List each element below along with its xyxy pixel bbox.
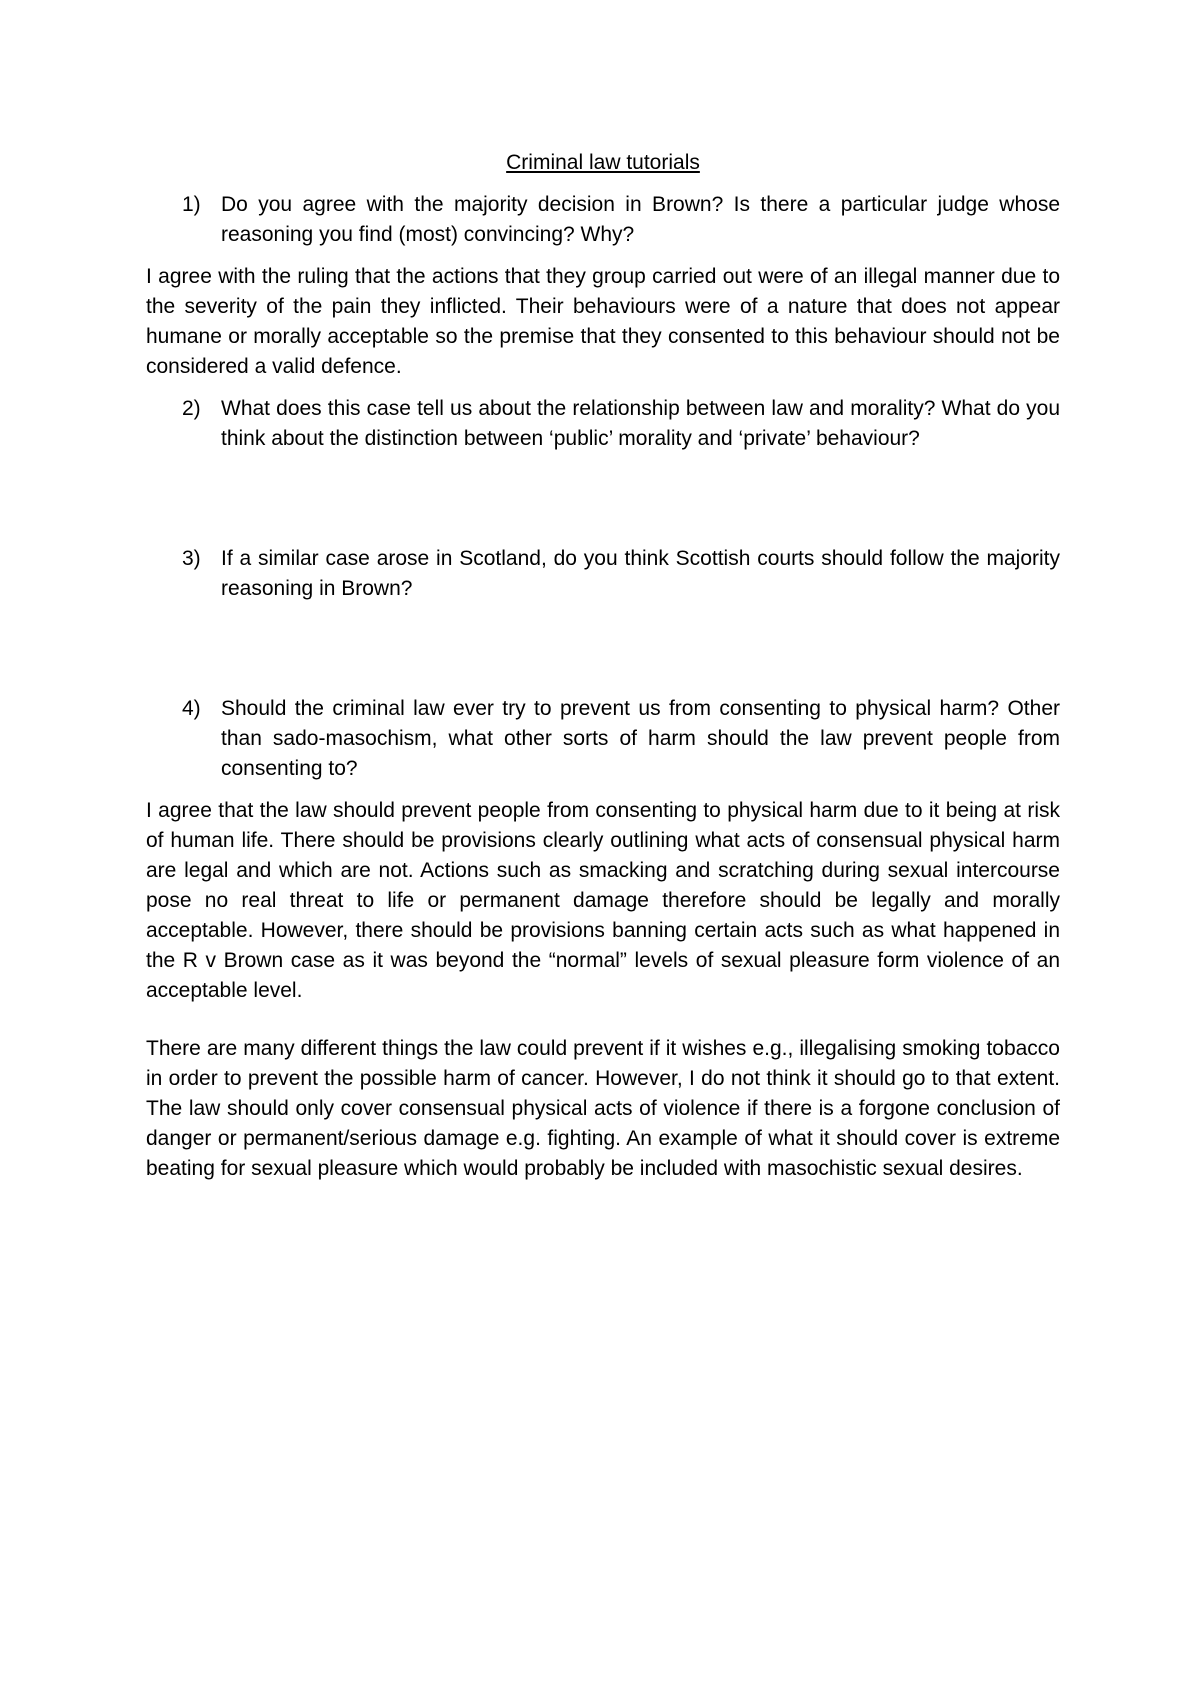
- answer-4-paragraph-2: There are many different things the law could prevent if it wishes e.g., illegalising smoking tobacco in order to prevent the possible harm of cancer. However, I do not think it should go to that extent. The law should only cover consensual physical acts of violence if there is a forgone conclusion of danger or permanent/serious damage e.g. fighting. An example of what it should cover is extreme beating for sexual pleasure which would probably be included with masochistic sexual desires.: [146, 1037, 1060, 1180]
- question-1: [146, 190, 1060, 250]
- answer-4-paragraph-1: I agree that the law should prevent people from consenting to physical harm due to it being at risk of human life. There should be provisions clearly outlining what acts of consensual physical harm are legal and which are not. Actions such as smacking and scratching during sexual intercourse pose no real threat to life or permanent damage therefore should be legally and morally acceptable. However, there should be provisions banning certain acts such as what happened in the R v Brown case as it was beyond the “normal” levels of sexual pleasure form violence of an acceptable level.: [146, 799, 1060, 1002]
- document-title: Criminal law tutorials: [506, 151, 700, 174]
- question-4-text: Should the criminal law ever try to prevent us from consenting to physical harm? Other than sado-masochism, what other sorts of harm should the law prevent people from consenting to?: [221, 697, 1060, 780]
- question-3-number: 3): [182, 547, 201, 570]
- question-4: [146, 694, 1060, 784]
- question-3-text: If a similar case arose in Scotland, do you think Scottish courts should follow the majority reasoning in Brown?: [221, 547, 1060, 600]
- question-2-text: What does this case tell us about the relationship between law and morality? What do you think about the distinction between ‘public’ morality and ‘private’ behaviour?: [221, 397, 1060, 450]
- question-1-number: 1): [182, 193, 201, 216]
- question-2-number: 2): [182, 397, 201, 420]
- question-3: [146, 544, 1060, 604]
- question-2: [146, 394, 1060, 454]
- question-1-text: Do you agree with the majority decision in Brown? Is there a particular judge whose reasoning you find (most) convincing? Why?: [221, 193, 1060, 246]
- question-4-number: 4): [182, 697, 201, 720]
- document-body: [146, 148, 1060, 1184]
- answer-1-paragraph: I agree with the ruling that the actions that they group carried out were of an illegal manner due to the severity of the pain they inflicted. Their behaviours were of a nature that does not appear humane or morally acceptable so the premise that they consented to this behaviour should not be considered a valid defence.: [146, 265, 1060, 378]
